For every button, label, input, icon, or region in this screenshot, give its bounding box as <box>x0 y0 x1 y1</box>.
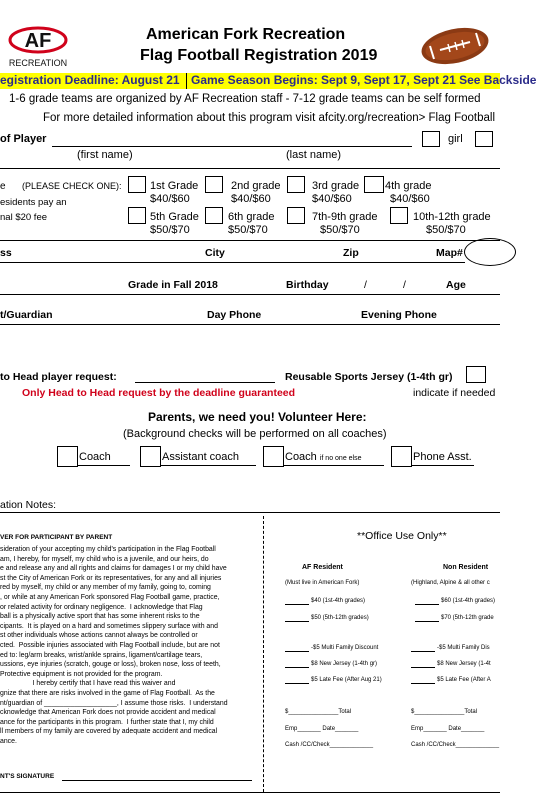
assistant-coach-checkbox[interactable] <box>140 446 161 467</box>
deadline-text: egistration Deadline: August 21 <box>0 73 180 87</box>
birthday-label: Birthday <box>286 279 329 291</box>
waiver-line: st other individuals whose actions cannot always be controlled or <box>0 632 198 640</box>
grade-label-7th-9th: 7th-9th grade <box>312 211 378 223</box>
age-label: Age <box>446 279 466 291</box>
phone-asst-checkbox[interactable] <box>391 446 412 467</box>
waiver-line: or related activity for ordinary negligence. I acknowledge that Flag <box>0 603 203 611</box>
grade-price-3rd: $40/$60 <box>312 193 352 205</box>
office-nonres-fee-2: $70 (5th-12th grade <box>441 615 494 621</box>
grade-label-4th: 4th grade <box>385 180 432 192</box>
head-to-head-warning: Only Head to Head request by the deadline guaranteed <box>22 387 296 399</box>
info-line-1: 1-6 grade teams are organized by AF Recreation staff - 7-12 grade teams can be self formed <box>9 93 481 105</box>
waiver-line: ll members of my family are covered by adequate accident and medical <box>0 728 218 736</box>
map-label: Map# <box>436 247 463 259</box>
grade-option-6th[interactable] <box>205 207 223 224</box>
first-name-caption: (first name) <box>77 149 133 161</box>
grade-price-10th-12th: $50/$70 <box>426 224 466 236</box>
office-resident-header: AF Resident <box>302 564 343 571</box>
logo-subtext: RECREATION <box>8 58 68 68</box>
registration-notes-label: ation Notes: <box>0 499 57 511</box>
jersey-indicate-note: indicate if needed <box>413 387 496 399</box>
birthday-slash-2: / <box>403 279 406 291</box>
office-res-total: $_______________Total <box>285 709 352 715</box>
parent-signature-label: NT'S SIGNATURE <box>0 773 55 780</box>
coach-if-needed-label <box>285 451 362 463</box>
waiver-line: cipants. It is played on a hard and sometimes slippery surface with and <box>0 622 218 630</box>
football-icon <box>418 24 492 68</box>
grade-label-10th-12th: 10th-12th grade <box>413 211 491 223</box>
zip-label: Zip <box>343 247 359 259</box>
office-nonres-payment: Cash /CC/Check_____________ <box>411 742 500 748</box>
office-nonres-discount: -$5 Multi Family Dis <box>437 645 490 651</box>
resident-note-2: nal $20 fee <box>0 212 48 223</box>
coach-checkbox[interactable] <box>57 446 78 467</box>
phone-asst-label: Phone Asst. <box>413 451 472 463</box>
grade-option-10th-12th[interactable] <box>390 207 408 224</box>
grade-price-1st: $40/$60 <box>150 193 190 205</box>
grade-price-6th: $50/$70 <box>228 224 268 236</box>
grade-price-5th: $50/$70 <box>150 224 190 236</box>
map-number-field[interactable] <box>464 238 516 266</box>
office-nonres-fee-1: $60 (1st-4th grades) <box>441 598 496 604</box>
office-title: **Office Use Only** <box>357 530 447 542</box>
grade-fall-label: Grade in Fall 2018 <box>128 279 218 291</box>
waiver-line: Protective equipment is not provided for the program. <box>0 670 163 678</box>
waiver-line: ance. <box>0 737 17 745</box>
grade-option-5th[interactable] <box>128 207 146 224</box>
page-subtitle: Flag Football Registration 2019 <box>140 47 378 64</box>
grade-label-5th: 5th Grade <box>150 211 199 223</box>
waiver-line: ance for the participants in this program. I further state that I, my child <box>0 718 214 726</box>
last-name-caption: (last name) <box>286 149 342 161</box>
grade-option-3rd[interactable] <box>287 176 305 193</box>
birthday-slash-1: / <box>364 279 367 291</box>
coach-if-note: if no one else <box>319 455 362 462</box>
office-nonresident-header: Non Resident <box>443 564 489 571</box>
waiver-line: st the City of American Fork or its representatives, for any and all injuries <box>0 574 222 582</box>
grade-price-7th-9th: $50/$70 <box>320 224 360 236</box>
grade-label-1st: 1st Grade <box>150 180 199 192</box>
grade-price-2nd: $40/$60 <box>231 193 271 205</box>
coach-if-needed-checkbox[interactable] <box>263 446 284 467</box>
logo-text: AF <box>24 30 52 52</box>
address-label: ss <box>0 247 12 259</box>
grade-label-2nd: 2nd grade <box>231 180 281 192</box>
day-phone-label: Day Phone <box>207 309 262 321</box>
office-res-payment: Cash /CC/Check_____________ <box>285 742 374 748</box>
waiver-line: ball is a physically active sport that has some inherent risks to the <box>0 613 200 621</box>
office-resident-note: (Must live in American Fork) <box>285 580 360 586</box>
office-nonres-jersey: $8 New Jersey (1-4t <box>437 661 491 667</box>
grade-label-3rd: 3rd grade <box>312 180 360 192</box>
coach-label: Coach <box>79 451 111 463</box>
waiver-line: red by myself, my child or any member of my family, going to, coming <box>0 584 211 592</box>
office-res-late-fee: $5 Late Fee (After Aug 21) <box>311 677 382 683</box>
assistant-coach-label: Assistant coach <box>162 451 240 463</box>
waiver-title: VER FOR PARTICIPANT BY PARENT <box>0 534 113 541</box>
player-name-label: of Player <box>0 133 47 145</box>
waiver-line: , or while at any American Fork sponsored Flag Football game, practice, <box>0 593 220 601</box>
grade-option-4th[interactable] <box>364 176 384 193</box>
resident-note-1: esidents pay an <box>0 197 67 208</box>
office-nonres-emp-date: Emp_______ Date_______ <box>411 726 485 732</box>
waiver-line: sideration of your accepting my child's participation in the Flag Football <box>0 546 216 553</box>
office-divider <box>263 516 264 792</box>
girl-checkbox[interactable] <box>475 131 493 147</box>
waiver-line: ed to: leg/arm breaks, wrist/ankle sprains, ligament/cartilage tears, <box>0 651 203 659</box>
office-res-fee-2: $50 (5th-12th grades) <box>311 615 369 621</box>
info-line-2: For more detailed information about this program visit afcity.org/recreation> Flag Football <box>43 112 496 124</box>
office-res-fee-1: $40 (1st-4th grades) <box>311 598 366 604</box>
evening-phone-label: Evening Phone <box>361 309 437 321</box>
grade-label-6th: 6th grade <box>228 211 275 223</box>
boy-checkbox[interactable] <box>422 131 440 147</box>
grade-label: e <box>0 181 6 192</box>
page-title: American Fork Recreation <box>146 26 346 43</box>
waiver-line: am, I hereby, for myself, my child who is a juvenile, and our heirs, do <box>0 555 209 563</box>
season-text: Game Season Begins: Sept 9, Sept 17, Sept 21 See Backside <box>191 73 536 87</box>
city-label: City <box>205 247 225 259</box>
waiver-line: e and release any and all rights and claims for damages I or my child have <box>0 565 227 573</box>
office-nonres-total: $_______________Total <box>411 709 478 715</box>
grade-option-2nd[interactable] <box>205 176 223 193</box>
waiver-line: gnize that there are risks involved in the game of Flag Football. As the <box>0 689 215 697</box>
logo-swoosh-icon <box>4 24 74 70</box>
office-res-jersey: $8 New Jersey (1-4th gr) <box>311 661 378 667</box>
girl-label: girl <box>448 133 463 145</box>
waiver-text <box>0 545 262 746</box>
waiver-line: I hereby certify that I have read this waiver and <box>0 680 176 688</box>
grade-price-4th: $40/$60 <box>390 193 430 205</box>
waiver-line: cknowledge that American Fork does not provide accident and medical <box>0 709 216 717</box>
waiver-line: nt/guardian of ___________________, I assume those risks. I understand <box>0 699 228 707</box>
office-nonresident-note: (Highland, Alpine & all other c <box>411 580 490 586</box>
af-logo <box>4 24 74 70</box>
grade-option-7th-9th[interactable] <box>287 207 305 224</box>
office-res-emp-date: Emp_______ Date_______ <box>285 726 359 732</box>
jersey-label: Reusable Sports Jersey (1-4th gr) <box>285 371 453 383</box>
volunteer-subtitle: (Background checks will be performed on all coaches) <box>123 428 387 440</box>
jersey-checkbox[interactable] <box>466 366 486 383</box>
grade-option-1st[interactable] <box>128 176 146 193</box>
office-res-discount: -$5 Multi Family Discount <box>311 645 379 651</box>
head-to-head-label: to Head player request: <box>0 371 117 383</box>
volunteer-title: Parents, we need you! Volunteer Here: <box>148 410 367 424</box>
check-one-note: (PLEASE CHECK ONE): <box>22 181 122 191</box>
waiver-line: ussions, eye injuries (scratch, gouge or loss), broken nose, loss of teeth, <box>0 661 221 669</box>
office-nonres-late-fee: $5 Late Fee (After A <box>437 677 491 683</box>
coach-if-label: Coach <box>285 451 317 463</box>
waiver-line: cted. Possible injuries associated with Flag Football include, but are not <box>0 641 220 649</box>
guardian-label: t/Guardian <box>0 309 53 321</box>
